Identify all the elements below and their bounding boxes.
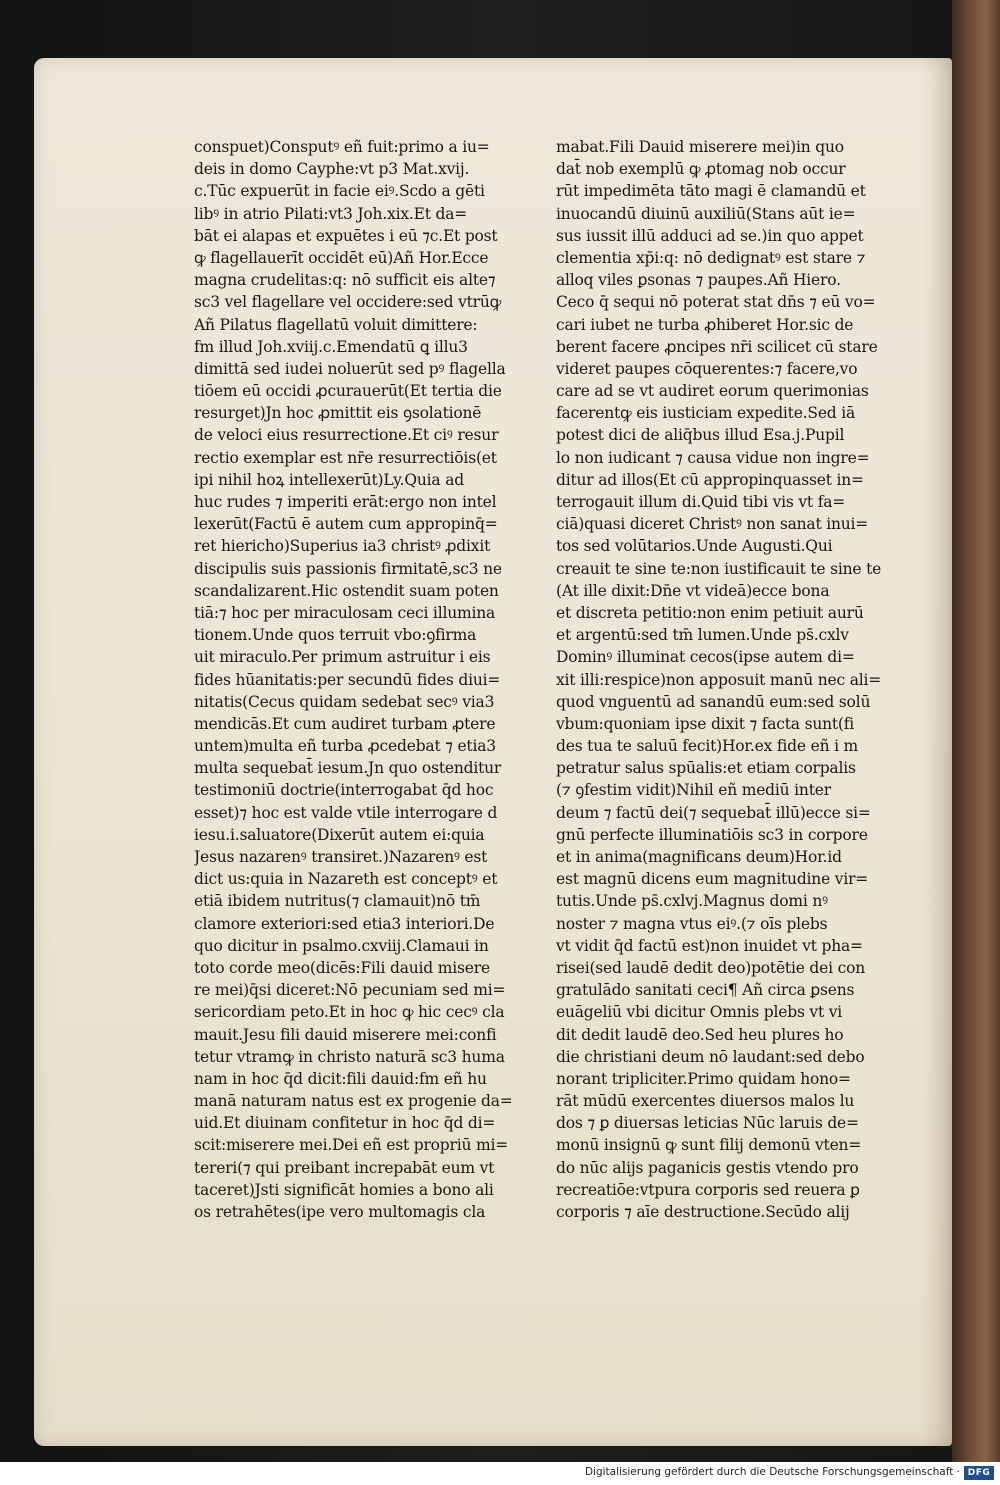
text-line: alloq viles ꝑsonas ⁊ paupes.Añ Hiero.: [556, 271, 841, 290]
text-line: resurget)Jn hoc ꝓmittit eis ꝯsolationē: [194, 404, 482, 423]
text-line: tos sed volūtarios.Unde Augusti.Qui: [556, 537, 833, 556]
text-line: et discreta petitio:non enim petiuit aurū: [556, 603, 864, 622]
text-line: bāt ei alapas et expuētes i eū ⁊c.Et post: [194, 226, 498, 245]
text-line: re mei)q̄si diceret:Nō pecuniam sed mi=: [194, 981, 506, 1000]
text-line: ꝙ flagellauerīt occidēt eū)Añ Hor.Ecce: [194, 248, 489, 267]
text-line: clamore exteriori:sed etia3 interiori.De: [194, 914, 495, 933]
text-line: tiā:⁊ hoc per miraculosam ceci illumina: [194, 603, 496, 622]
text-line: dict us:quia in Nazareth est conceptꝰ et: [194, 870, 498, 889]
text-line: Añ Pilatus flagellatū voluit dimittere:: [194, 315, 478, 334]
text-line: vbum:quoniam ipse dixit ⁊ facta sunt(fi: [556, 714, 855, 733]
text-line: dat̄ nob exemplū ꝙ ꝓtomag nob occur: [556, 160, 846, 179]
text-line: discipulis suis passionis firmitatē,sc3 ne: [194, 559, 502, 578]
text-line: noster ⁊ magna vtus eiꝰ.(⁊ oīs plebs: [556, 914, 828, 933]
text-line: videret paupes cōquerentes:⁊ facere,vo: [556, 359, 858, 378]
text-line: risei(sed laudē dedit deo)potētie dei con: [556, 958, 865, 977]
text-line: taceret)Jsti significāt homies a bono ali: [194, 1180, 494, 1199]
text-line: tutis.Unde ps̄.cxlvj.Magnus domi nꝰ: [556, 892, 828, 911]
text-line: sc3 vel flagellare vel occidere:sed vtrūꝙ: [194, 293, 502, 312]
text-line: ditur ad illos(Et cū appropinquasset in=: [556, 470, 864, 489]
text-line: lexerūt(Factū ē autem cum appropinq̄=: [194, 515, 498, 534]
text-line: sericordiam peto.Et in hoc ꝙ hic cecꝰ cla: [194, 1003, 505, 1022]
text-line: tiōem eū occidi ꝓcurauerūt(Et tertia die: [194, 382, 502, 401]
text-line: c.Tūc expuerūt in facie eiꝰ.Scdo a gēti: [194, 182, 485, 201]
text-line: care ad se vt audiret eorum querimonias: [556, 382, 869, 401]
text-line: ipi nihil hoꝝ intellexerūt)Ly.Quia ad: [194, 470, 464, 489]
left-text-column: [194, 136, 532, 1223]
text-line: facerentꝙ eis iusticiam expedite.Sed iā: [556, 404, 856, 423]
text-line: (⁊ ꝯfestim vidit)Nihil eñ mediū inter: [556, 781, 831, 800]
text-line: esset)⁊ hoc est valde vtile interrogare d: [194, 803, 498, 822]
text-line: deum ⁊ factū dei(⁊ sequebat̄ illū)ecce si=: [556, 803, 871, 822]
text-line: terrogauit illum di.Quid tibi vis vt fa=: [556, 493, 846, 511]
text-line: os retrahētes(ipe vero multomagis cla: [194, 1203, 486, 1221]
dfg-logo-icon: DFG: [964, 1466, 994, 1480]
text-line: tereri(⁊ qui preibant increpabāt eum vt: [194, 1158, 495, 1177]
text-line: rectio exemplar est nr̄e resurrectiōis(et: [194, 448, 497, 467]
text-line: corporis ⁊ aīe destructione.Secūdo alij: [556, 1203, 850, 1221]
text-line: uit miraculo.Per primum astruitur i eis: [194, 648, 491, 667]
text-line: scandalizarent.Hic ostendit suam poten: [194, 581, 499, 600]
text-line: ret hiericho)Superius ia3 christꝰ ꝓdixit: [194, 537, 491, 556]
text-line: mendicās.Et cum audiret turbam ꝓtere: [194, 714, 496, 733]
text-line: euāgeliū vbi dicitur Omnis plebs vt vi: [556, 1003, 843, 1022]
text-line: recreatiōe:vtpura corporis sed reuera ꝑ: [556, 1180, 860, 1199]
text-line: die christiani deum nō laudant:sed debo: [556, 1047, 865, 1066]
text-line: est magnū dicens eum magnitudine vir=: [556, 870, 869, 889]
text-line: do nūc alijs paganicis gestis vtendo pro: [556, 1158, 859, 1177]
text-line: dit dedit laudē deo.Sed heu plures ho: [556, 1025, 844, 1044]
text-line: tionem.Unde quos terruit vbo:ꝯfirma: [194, 626, 477, 645]
text-line: inuocandū diuinū auxiliū(Stans aūt ie=: [556, 204, 856, 223]
text-line: tetur vtramꝙ in christo naturā sc3 huma: [194, 1047, 505, 1066]
text-line: des tua te saluū fecit)Hor.ex fide eñ i m: [556, 737, 859, 756]
text-line: berent facere ꝓncipes nr̄i scilicet cū stare: [556, 337, 878, 356]
text-line: de veloci eius resurrectione.Et ciꝰ resur: [194, 426, 499, 445]
text-line: deis in domo Cayphe:vt p3 Mat.xvij.: [194, 160, 470, 179]
text-line: libꝰ in atrio Pilati:vt3 Joh.xix.Et da=: [194, 204, 468, 223]
funding-notice: Digitalisierung gefördert durch die Deutsche Forschungsgemeinschaft ·: [584, 1466, 960, 1478]
text-line: scit:miserere mei.Dei eñ est propriū mi=: [194, 1136, 509, 1155]
text-line: iesu.i.saluatore(Dixerūt autem ei:quia: [194, 825, 485, 844]
text-line: quo dicitur in psalmo.cxviij.Clamaui in: [194, 936, 489, 955]
text-line: untem)multa eñ turba ꝓcedebat ⁊ etia3: [194, 737, 496, 756]
text-line: sus iussit illū adduci ad se.)in quo appet: [556, 226, 864, 245]
text-line: gratulādo sanitati ceci¶ Añ circa ꝑsens: [556, 981, 855, 1000]
text-line: quod vnguentū ad sanandū eum:sed solū: [556, 692, 871, 711]
text-line: mauit.Jesu fili dauid miserere mei:confi: [194, 1025, 497, 1044]
text-line: creauit te sine te:non iustificauit te sine te: [556, 559, 882, 578]
text-line: et argentū:sed tm̄ lumen.Unde ps̄.cxlv: [556, 626, 849, 645]
book-cover-edge: [952, 0, 1000, 1462]
text-line: conspuet)Consputꝰ eñ fuit:primo a iu=: [194, 138, 490, 156]
text-line: uid.Et diuinam confitetur in hoc q̄d di=: [194, 1114, 496, 1133]
text-line: nam in hoc q̄d dicit:fili dauid:fm eñ hu: [194, 1069, 487, 1088]
text-line: lo non iudicant ⁊ causa vidue non ingre=: [556, 448, 870, 467]
text-line: huc rudes ⁊ imperiti erāt:ergo non intel: [194, 493, 497, 511]
footer-bar: [0, 1462, 1000, 1485]
text-line: multa sequebat̄ iesum.Jn quo ostenditur: [194, 759, 502, 778]
text-line: dimittā sed iudei noluerūt sed pꝰ flagella: [194, 359, 506, 378]
text-line: toto corde meo(dicēs:Fili dauid misere: [194, 958, 490, 977]
text-line: vt vidit q̄d factū est)non inuidet vt pha=: [556, 936, 863, 955]
text-line: magna crudelitas:q: nō sufficit eis alte⁊: [194, 271, 496, 290]
text-line: dos ⁊ ꝑ diuersas leticias Nūc laruis de=: [556, 1114, 859, 1133]
text-line: petratur salus spūalis:et etiam corpalis: [556, 759, 856, 778]
text-line: clementia xp̄i:q: nō dedignatꝰ est stare ⁊: [556, 248, 866, 267]
text-line: potest dici de aliq̄bus illud Esa.j.Pupil: [556, 426, 845, 445]
text-line: manā naturam natus est ex progenie da=: [194, 1092, 513, 1111]
text-line: Jesus nazarenꝰ transiret.)Nazarenꝰ est: [194, 848, 488, 866]
text-line: rāt mūdū exercentes diuersos malos lu: [556, 1092, 855, 1111]
text-line: Dominꝰ illuminat cecos(ipse autem di=: [556, 648, 855, 667]
text-line: xit illi:respice)non apposuit manū nec ali=: [556, 670, 882, 689]
text-line: norant tripliciter.Primo quidam hono=: [556, 1069, 851, 1088]
text-line: fides hūanitatis:per secundū fides diui=: [194, 670, 501, 689]
text-line: Ceco q̄ sequi nō poterat stat dn̄s ⁊ eū vo=: [556, 293, 876, 312]
text-line: ciā)quasi diceret Christꝰ non sanat inui=: [556, 515, 869, 534]
text-line: mabat.Fili Dauid miserere mei)in quo: [556, 138, 844, 156]
text-line: gnū perfecte illuminatiōis sc3 in corpore: [556, 825, 868, 844]
text-line: etiā ibidem nutritus(⁊ clamauit)nō tm̄: [194, 892, 481, 911]
text-line: rūt impedimēta tāto magi ē clamandū et: [556, 182, 866, 201]
text-line: (At ille dixit:Dn̄e vt videā)ecce bona: [556, 581, 830, 600]
text-line: testimoniū doctrie(interrogabat q̄d hoc: [194, 781, 494, 800]
text-line: et in anima(magnificans deum)Hor.id: [556, 848, 842, 866]
text-line: monū insignū ꝙ sunt filij demonū vten=: [556, 1136, 862, 1155]
right-text-column: [556, 136, 932, 1223]
text-line: fm illud Joh.xviij.c.Emendatū ꝗ illu3: [194, 337, 468, 356]
text-line: cari iubet ne turba ꝓhiberet Hor.sic de: [556, 315, 854, 334]
text-line: nitatis(Cecus quidam sedebat secꝰ via3: [194, 692, 495, 711]
